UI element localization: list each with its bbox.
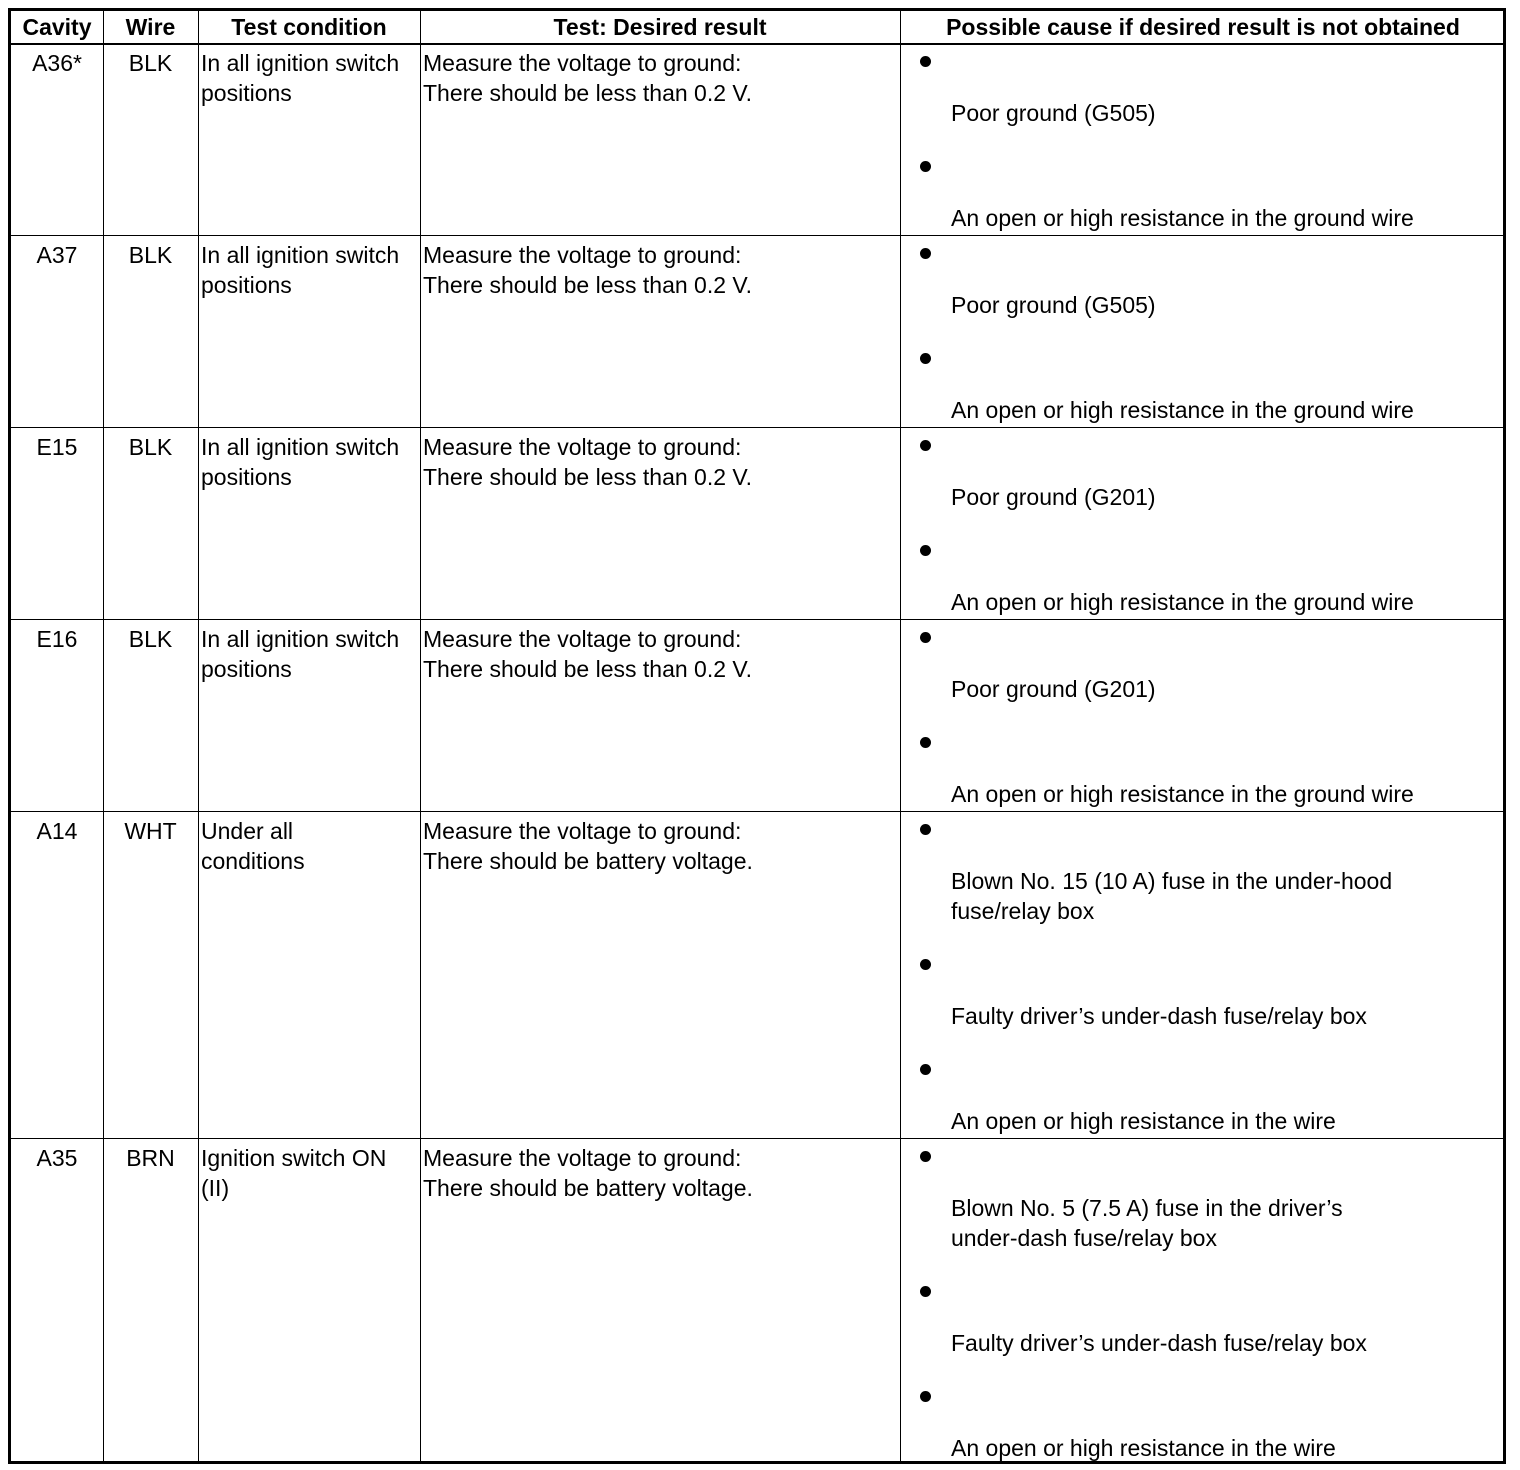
desired-result-cell: Measure the voltage to ground: There should be less than 0.2 V. [423,434,753,490]
cavity-cell: A35 [36,1145,78,1171]
wire-cell: BLK [128,626,173,652]
desired-result-cell: Measure the voltage to ground: There should be battery voltage. [423,818,753,874]
column-divider [198,11,199,1461]
possible-cause-item: An open or high resistance in the ground wire [951,205,1414,231]
desired-result-cell: Measure the voltage to ground: There should be less than 0.2 V. [423,626,753,682]
bullet-icon [920,737,931,748]
desired-result-cell: Measure the voltage to ground: There should be less than 0.2 V. [423,50,753,106]
cavity-cell: A36* [32,50,82,76]
row-divider [11,619,1503,620]
bullet-icon [920,56,931,67]
possible-cause-item: An open or high resistance in the ground wire [951,781,1414,807]
bullet-icon [920,1391,931,1402]
bullet-icon [920,824,931,835]
cavity-cell: A37 [36,242,78,268]
possible-cause-item: Faulty driver’s under-dash fuse/relay box [951,1330,1367,1356]
test-condition-cell: Ignition switch ON (II) [201,1145,387,1201]
possible-cause-item: Blown No. 15 (10 A) fuse in the under-hood fuse/relay box [951,868,1393,924]
bullet-icon [920,545,931,556]
cavity-cell: E15 [36,434,78,460]
bullet-icon [920,353,931,364]
bullet-icon [920,1064,931,1075]
bullet-icon [920,1151,931,1162]
bullet-icon [920,959,931,970]
column-divider [420,11,421,1461]
possible-cause-item: Poor ground (G505) [951,100,1156,126]
possible-cause-item: An open or high resistance in the ground wire [951,397,1414,423]
wire-cell: BLK [128,242,173,268]
cavity-cell: A14 [36,818,78,844]
test-condition-cell: In all ignition switch positions [201,242,400,298]
test-condition-cell: Under all conditions [201,818,305,874]
header-desired-result: Test: Desired result [553,14,767,40]
bullet-icon [920,248,931,259]
possible-cause-item: Poor ground (G505) [951,292,1156,318]
row-divider [11,427,1503,428]
possible-cause-item: An open or high resistance in the wire [951,1108,1336,1134]
test-condition-cell: In all ignition switch positions [201,50,400,106]
wire-cell: WHT [124,818,177,844]
bullet-icon [920,440,931,451]
bullet-icon [920,1286,931,1297]
possible-cause-item: Poor ground (G201) [951,676,1156,702]
desired-result-cell: Measure the voltage to ground: There should be battery voltage. [423,1145,753,1201]
column-divider [103,11,104,1461]
connector-test-table [8,8,1506,1464]
possible-cause-item: An open or high resistance in the ground wire [951,589,1414,615]
header-test-condition: Test condition [231,14,387,40]
header-cavity: Cavity [22,14,92,40]
header-wire: Wire [125,14,176,40]
wire-cell: BLK [128,434,173,460]
possible-cause-item: Faulty driver’s under-dash fuse/relay box [951,1003,1367,1029]
desired-result-cell: Measure the voltage to ground: There should be less than 0.2 V. [423,242,753,298]
cavity-cell: E16 [36,626,78,652]
row-divider [11,235,1503,236]
test-condition-cell: In all ignition switch positions [201,434,400,490]
row-divider [11,811,1503,812]
possible-cause-item: Poor ground (G201) [951,484,1156,510]
bullet-icon [920,161,931,172]
row-divider [11,1138,1503,1139]
bullet-icon [920,632,931,643]
test-condition-cell: In all ignition switch positions [201,626,400,682]
column-divider [900,11,901,1461]
wire-cell: BLK [128,50,173,76]
possible-cause-item: Blown No. 5 (7.5 A) fuse in the driver’s under-dash fuse/relay box [951,1195,1343,1251]
header-possible-cause: Possible cause if desired result is not obtained [946,14,1460,40]
wire-cell: BRN [126,1145,175,1171]
possible-cause-item: An open or high resistance in the wire [951,1435,1336,1461]
